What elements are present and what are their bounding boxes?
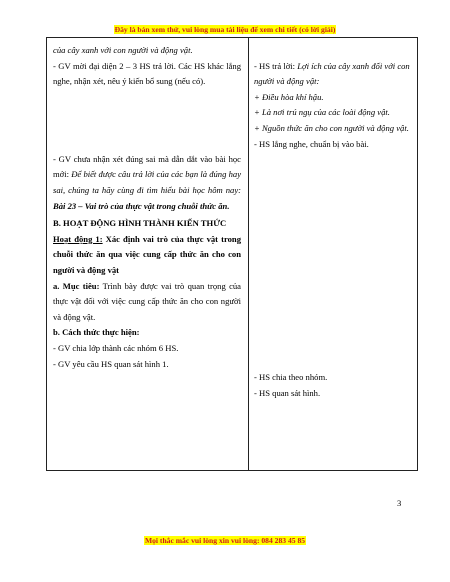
text-l1: của cây xanh với con người và động vật.: [53, 45, 193, 55]
lesson-table: [46, 37, 418, 471]
method-heading: b. Cách thức thực hiện:: [53, 327, 140, 338]
page-number: 3: [397, 498, 402, 508]
column-divider: [248, 38, 249, 470]
text-r7: - HS quan sát hình.: [254, 387, 321, 398]
text-r5: - HS lắng nghe, chuẩn bị vào bài.: [254, 138, 369, 149]
text-r1: - HS trả lời: Lợi ích của cây xanh đối với con người và động vật:: [254, 60, 410, 87]
method-step-1: - GV chia lớp thành các nhóm 6 HS.: [53, 342, 179, 353]
method-step-2: - GV yêu cầu HS quan sát hình 1.: [53, 358, 169, 369]
teacher-column: [53, 43, 241, 372]
text-r2: + Điều hòa khí hậu.: [254, 91, 324, 102]
text-r6: - HS chia theo nhóm.: [254, 372, 328, 383]
text-r3: + Là nơi trú ngụ của các loài động vật.: [254, 107, 390, 118]
goal: a. Mục tiêu: Trình bày được vai trò quan trọng của thực vật đối với việc cung cấp thức ăn cho con người và động vật.: [53, 280, 241, 322]
bottom-banner: Mọi thắc mắc vui lòng xin vui lòng: 084 283 45 85: [144, 536, 306, 545]
text-l2: - GV mời đại diện 2 – 3 HS trả lời. Các HS khác lắng nghe, nhận xét, nêu ý kiến bổ sung (nếu có).: [53, 60, 241, 87]
text-l3: - GV chưa nhận xét đúng sai mà dẫn dắt vào bài học mới: Để biết được câu trả lời của các bạn là đúng hay sai, chúng ta hãy cùng đi tìm hiểu bài học hôm nay: Bài 23 – Vai trò của thực vật trong chuỗi thức ăn.: [53, 153, 242, 211]
section-b-heading: B. HOẠT ĐỘNG HÌNH THÀNH KIẾN THỨC: [53, 218, 227, 229]
activity-1: Hoạt động 1: Xác định vai trò của thực vật trong chuỗi thức ăn qua việc cung cấp thức ăn cho con người và động vật: [53, 233, 241, 275]
text-r4: + Nguồn thức ăn cho con người và động vật.: [254, 122, 409, 133]
student-column: [254, 43, 414, 401]
top-banner: Đây là bản xem thử, vui lòng mua tài liệu để xem chi tiết (có lời giải): [114, 25, 336, 34]
